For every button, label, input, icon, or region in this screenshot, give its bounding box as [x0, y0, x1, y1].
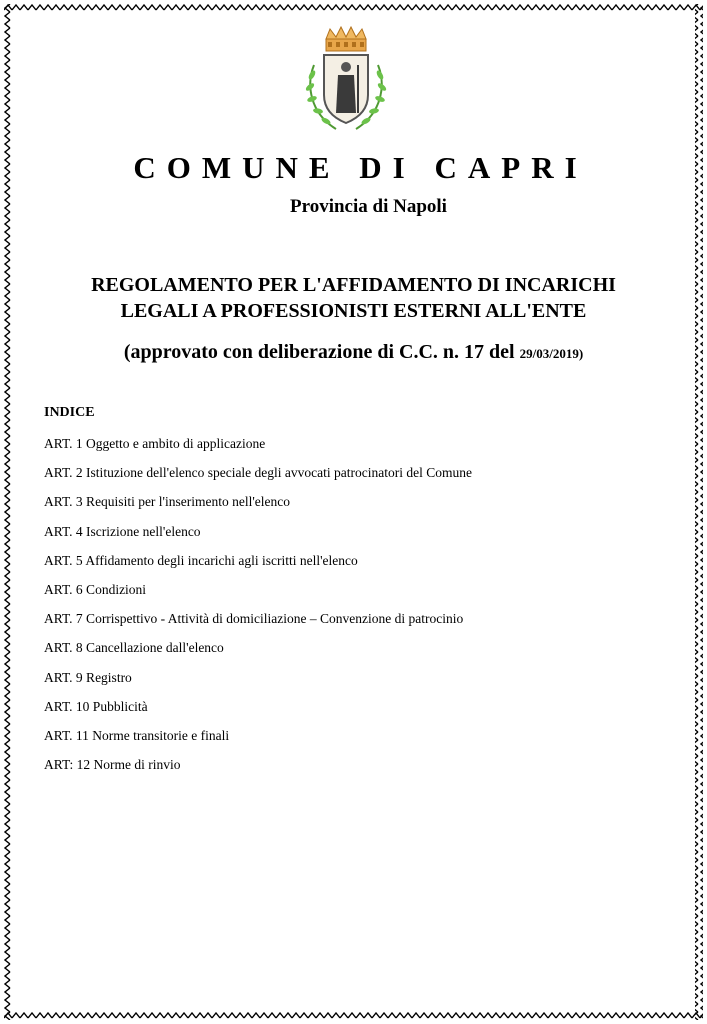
- index-item: ART. 7 Corrispettivo - Attività di domiciliazione – Convenzione di patrocinio: [44, 611, 464, 627]
- approval-date: 29/03/2019): [519, 346, 584, 361]
- index-item: ART. 11 Norme transitorie e finali: [44, 727, 230, 743]
- document-title: [0, 272, 707, 324]
- index-heading: INDICE: [44, 405, 95, 420]
- index-item: ART. 5 Affidamento degli incarichi agli iscritti nell'elenco: [44, 552, 358, 568]
- index-item: ART. 4 Iscrizione nell'elenco: [44, 523, 201, 539]
- index-item: ART. 2 Istituzione dell'elenco speciale degli avvocati patrocinatori del Comune: [44, 465, 472, 481]
- municipality-name: COMUNE DI CAPRI: [133, 150, 588, 185]
- index-item: ART: 12 Norme di rinvio: [44, 757, 181, 773]
- coat-of-arms-icon: [300, 25, 392, 137]
- index-item: ART. 6 Condizioni: [44, 581, 147, 597]
- index-item: ART. 9 Registro: [44, 669, 132, 685]
- index-item: ART. 3 Requisiti per l'inserimento nell'elenco: [44, 494, 290, 510]
- index-list: [44, 434, 472, 784]
- index-item: ART. 8 Cancellazione dall'elenco: [44, 640, 224, 656]
- document-title-line-2: LEGALI A PROFESSIONISTI ESTERNI ALL'ENTE: [120, 300, 587, 322]
- province-name: Provincia di Napoli: [290, 196, 447, 217]
- index-item: ART. 10 Pubblicità: [44, 698, 148, 714]
- index-item: ART. 1 Oggetto e ambito di applicazione: [44, 436, 266, 451]
- approval-text: (approvato con deliberazione di C.C. n. 17 del: [123, 341, 515, 363]
- approval-note: [0, 341, 707, 364]
- document-title-line-1: REGOLAMENTO PER L'AFFIDAMENTO DI INCARICHI: [91, 274, 616, 296]
